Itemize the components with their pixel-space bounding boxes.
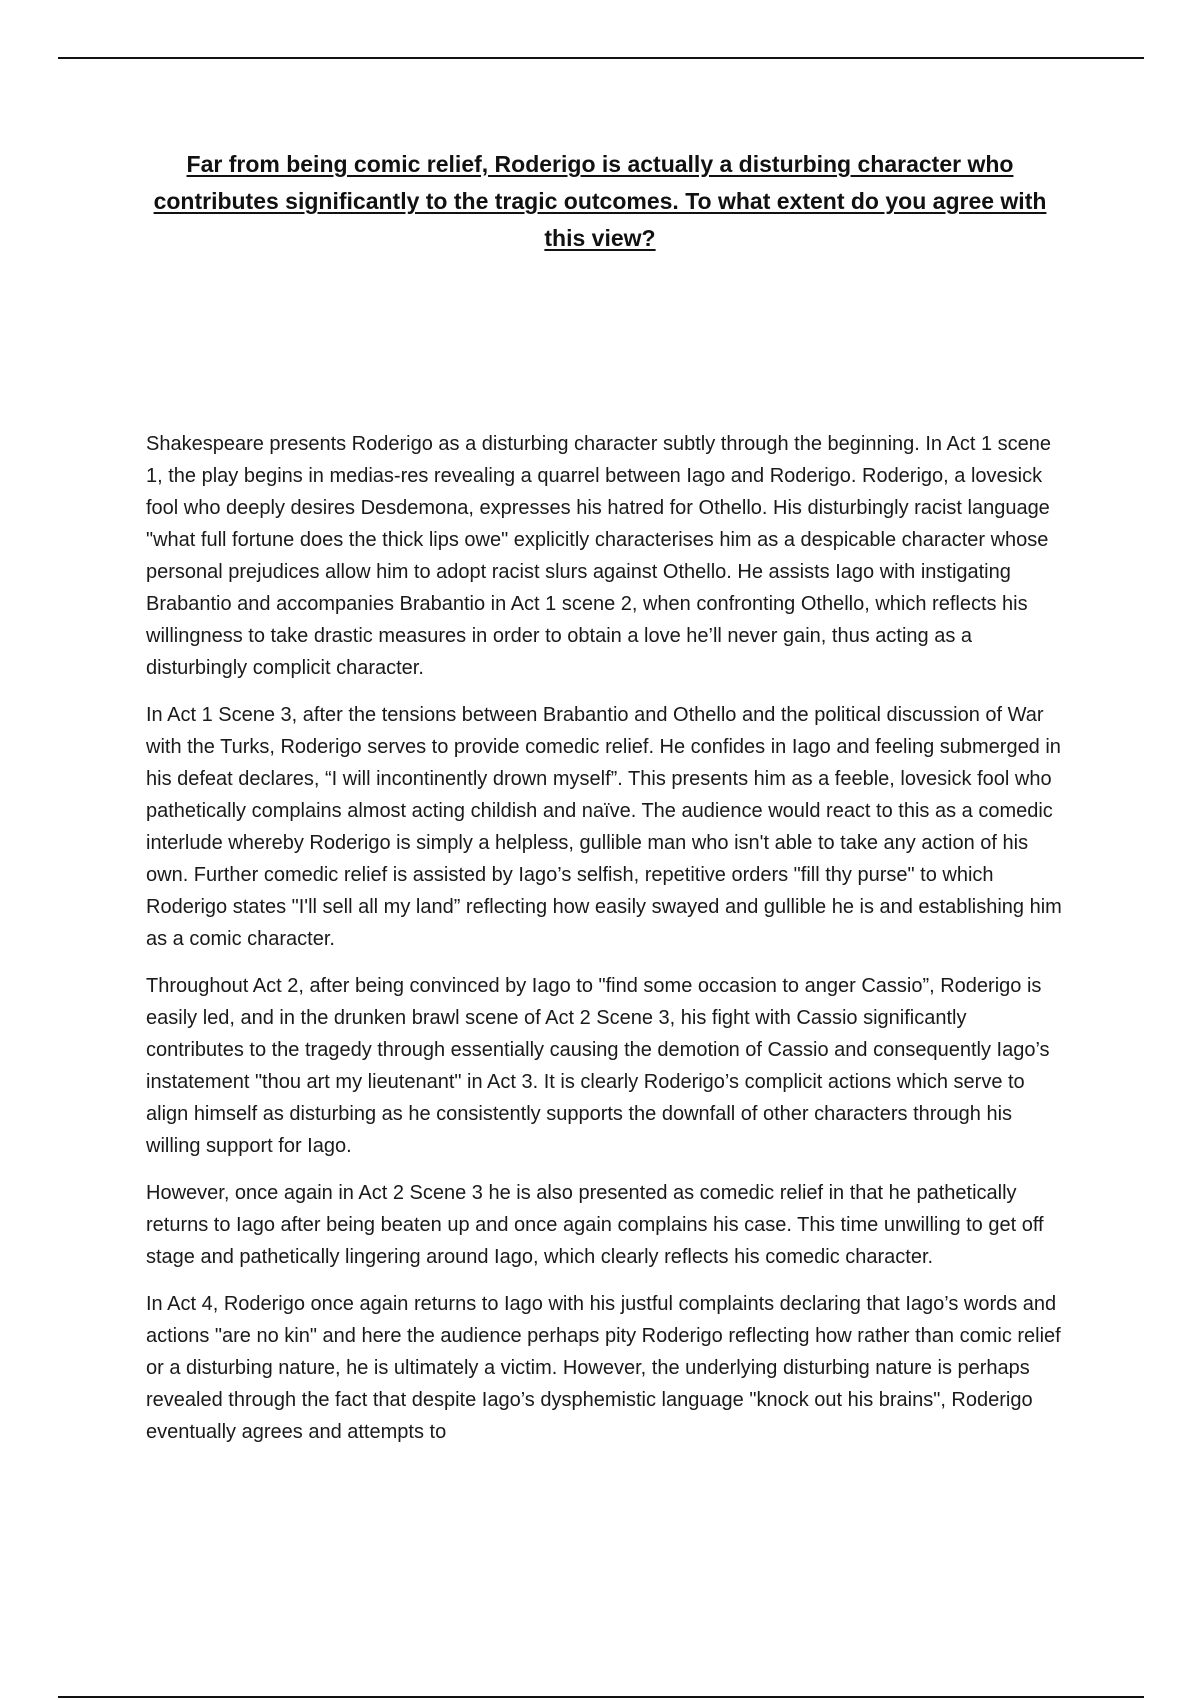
paragraph-3: Throughout Act 2, after being convinced by Iago to "find some occasion to anger Cassio”, Roderigo is easily led, and in the drunken brawl scene of Act 2 Scene 3, his fight with Cassio significantly contributes to the tragedy through essentially causing the demotion of Cassio and consequently Iago’s instatement "thou art my lieutenant" in Act 3. It is clearly Roderigo’s complicit actions which serve to align himself as disturbing as he consistently supports the downfall of other characters through his willing support for Iago. (146, 975, 1050, 1157)
essay-body (146, 428, 1066, 1463)
paragraph-4: However, once again in Act 2 Scene 3 he is also presented as comedic relief in that he pathetically returns to Iago after being beaten up and once again complains his case. This time unwilling to get off stage and pathetically lingering around Iago, which clearly reflects his comedic character. (146, 1182, 1044, 1268)
essay-title: Far from being comic relief, Roderigo is actually a disturbing character who contributes significantly to the tragic outcomes. To what extent do you agree with this view? (153, 151, 1047, 251)
bottom-divider (58, 1696, 1144, 1698)
paragraph-5: In Act 4, Roderigo once again returns to Iago with his justful complaints declaring that Iago’s words and actions "are no kin" and here the audience perhaps pity Roderigo reflecting how rather than comic relief or a disturbing nature, he is ultimately a victim. However, the underlying disturbing nature is perhaps revealed through the fact that despite Iago’s dysphemistic language "knock out his brains", Roderigo eventually agrees and attempts to (146, 1293, 1061, 1443)
paragraph-1: Shakespeare presents Roderigo as a disturbing character subtly through the beginning. In Act 1 scene 1, the play begins in medias-res revealing a quarrel between Iago and Roderigo. Roderigo, a lovesick fool who deeply desires Desdemona, expresses his hatred for Othello. His disturbingly racist language "what full fortune does the thick lips owe" explicitly characterises him as a despicable character whose personal prejudices allow him to adopt racist slurs against Othello. He assists Iago with instigating Brabantio and accompanies Brabantio in Act 1 scene 2, when confronting Othello, which reflects his willingness to take drastic measures in order to obtain a love he’ll never gain, thus acting as a disturbingly complicit character. (146, 433, 1052, 679)
top-divider (58, 57, 1144, 59)
paragraph-2: In Act 1 Scene 3, after the tensions between Brabantio and Othello and the political discussion of War with the Turks, Roderigo serves to provide comedic relief. He confides in Iago and feeling submerged in his defeat declares, “I will incontinently drown myself”. This presents him as a feeble, lovesick fool who pathetically complains almost acting childish and naïve. The audience would react to this as a comedic interlude whereby Roderigo is simply a helpless, gullible man who isn't able to take any action of his own. Further comedic relief is assisted by Iago’s selfish, repetitive orders "fill thy purse" to which Roderigo states "I'll sell all my land” reflecting how easily swayed and gullible he is and establishing him as a comic character. (146, 704, 1062, 950)
